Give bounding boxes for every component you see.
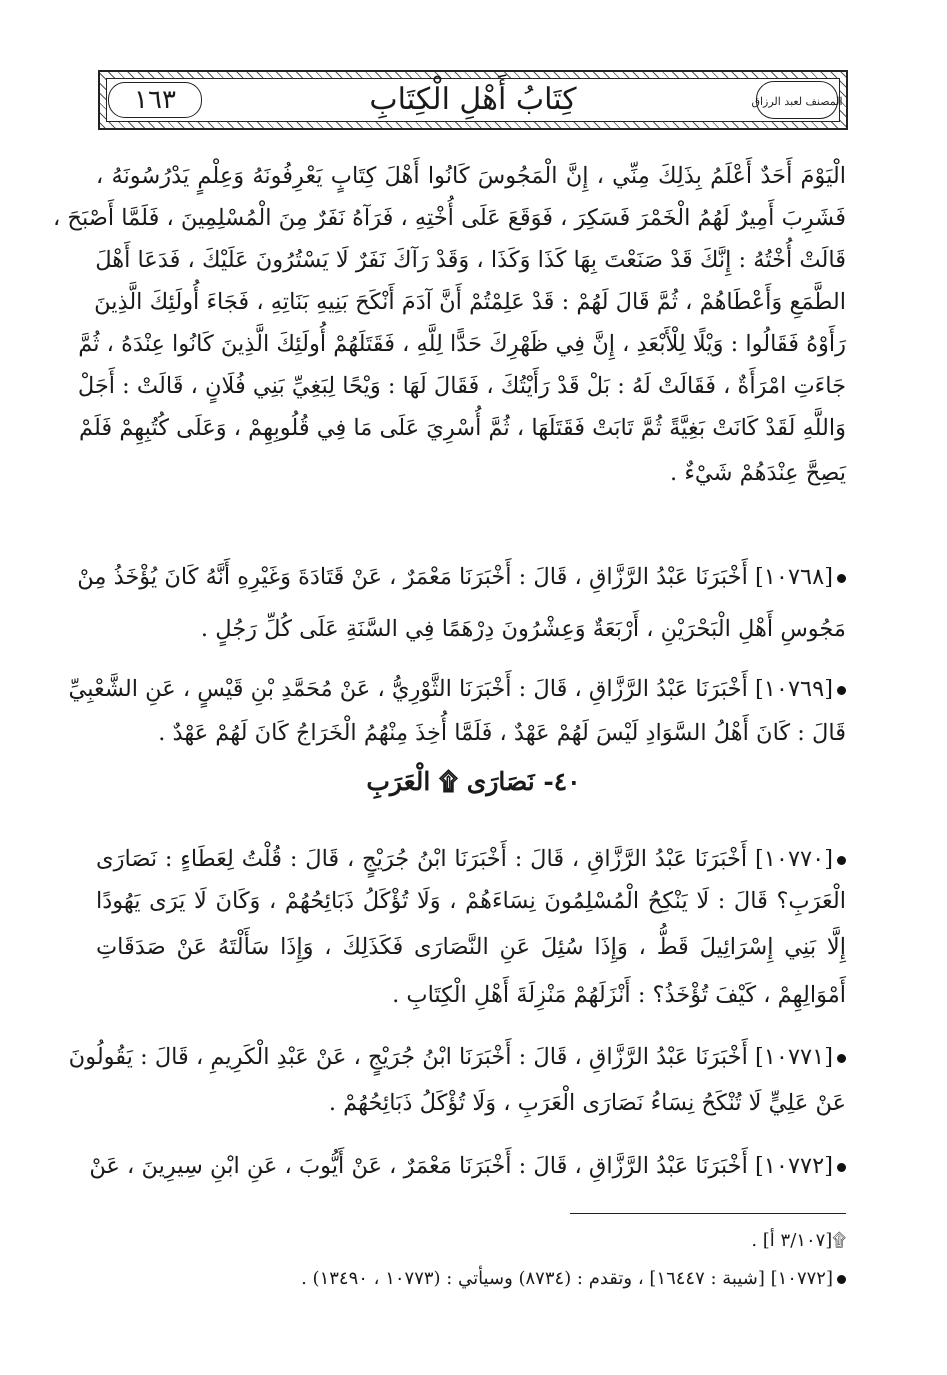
footnote-2: [١٠٧٧٢] [شيبة : ١٦٤٤٧] ، وتقدم : (٨٧٣٤) وسيأتي : (١٠٧٧٣ ، ١٣٤٩٠) .	[96, 1268, 846, 1289]
text-line: الْيَوْمَ أَحَدٌ أَعْلَمُ بِذَلِكَ مِنِّي ، إِنَّ الْمَجُوسَ كَانُوا أَهْلَ كِتَابٍ يَعْرِفُونَهُ وَعِلْمٍ يَدْرُسُونَهُ ،	[96, 163, 846, 189]
text-line: رَأَوْهُ فَقَالُوا : وَيْلًا لِلْأَبْعَدِ ، إِنَّ فِي ظَهْرِكَ حَدًّا لِلَّهِ ، فَقَتَلَهُمْ أُولَئِكَ الَّذِينَ كَانُوا عِنْدَهُ ، ثُمَّ	[78, 331, 846, 357]
bullet-icon	[837, 1163, 846, 1172]
text-line: الطَّمَعِ وَأَعْطَاهُمْ ، ثُمَّ قَالَ لَهُمْ : قَدْ عَلِمْتُمْ أَنَّ آدَمَ أَنْكَحَ بَنِيهِ بَنَاتِهِ ، فَجَاءَ أُولَئِكَ الَّذِينَ	[94, 289, 846, 315]
text-line: [١٠٧٧٠] أَخْبَرَنَا عَبْدُ الرَّزَّاقِ ، قَالَ : أَخْبَرَنَا ابْنُ جُرَيْجٍ ، قَالَ : قُلْتُ لِعَطَاءٍ : نَصَارَى	[96, 838, 846, 880]
book-title: كِتَابُ أَهْلِ الْكِتَابِ	[369, 81, 577, 117]
bullet-icon	[837, 686, 846, 695]
bullet-icon	[837, 1275, 846, 1284]
page-number: ١٦٣	[108, 82, 202, 118]
text-line: [١٠٧٧٢] أَخْبَرَنَا عَبْدُ الرَّزَّاقِ ، قَالَ : أَخْبَرَنَا مَعْمَرٌ ، عَنْ أَيُّوبَ ، عَنِ ابْنِ سِيرِينَ ، عَنْ	[96, 1145, 846, 1187]
text-line: الْعَرَبِ؟ قَالَ : لَا يَنْكِحُ الْمُسْلِمُونَ نِسَاءَهُمْ ، وَلَا تُؤْكَلُ ذَبَائِحُهُمْ ، وَكَانَ لَا يَرَى يَهُودًا	[96, 888, 846, 914]
section-title: ٤٠- نَصَارَى ۩ الْعَرَبِ	[366, 767, 581, 796]
svg-text:المصنف لعبد الرزاق: المصنف لعبد الرزاق	[751, 95, 843, 108]
text-line: [١٠٧٦٩] أَخْبَرَنَا عَبْدُ الرَّزَّاقِ ، قَالَ : أَخْبَرَنَا الثَّوْرِيُّ ، عَنْ مُحَمَّدِ بْنِ قَيْسٍ ، عَنِ الشَّعْبِيِّ	[96, 668, 846, 710]
text-line: جَاءَتِ امْرَأَةٌ ، فَقَالَتْ لَهُ : بَلْ قَدْ رَأَيْتُكَ ، فَقَالَ لَهَا : وَيْحًا لِبَغِيِّ بَنِي فُلَانٍ ، قَالَتْ : أَجَلْ	[77, 373, 846, 399]
bullet-icon	[837, 1054, 846, 1063]
text-line: قَالَ : كَانَ أَهْلُ السَّوَادِ لَيْسَ لَهُمْ عَهْدٌ ، فَلَمَّا أُخِذَ مِنْهُمُ الْخَرَاجُ كَانَ لَهُمْ عَهْدٌ .	[158, 720, 846, 746]
text-line: أَمْوَالِهِمْ ، كَيْفَ تُؤْخَذُ؟ : أَنْزَلَهُمْ مَنْزِلَةَ أَهْلِ الْكِتَابِ .	[392, 982, 846, 1008]
bullet-icon	[837, 574, 846, 583]
bullet-icon	[837, 856, 846, 865]
text-line: فَشَرِبَ أَمِيرٌ لَهُمُ الْخَمْرَ فَسَكِرَ ، فَوَقَعَ عَلَى أُخْتِهِ ، فَرَآهُ نَفَرٌ مِنَ الْمُسْلِمِينَ ، فَلَمَّا أَصْبَحَ ،	[53, 205, 846, 231]
text-line: قَالَتْ أُخْتُهُ : إِنَّكَ قَدْ صَنَعْتَ بِهَا كَذَا وَكَذَا ، وَقَدْ رَآكَ نَفَرٌ لَا يَسْتُرُونَ عَلَيْكَ ، فَدَعَا أَهْلَ	[95, 247, 846, 273]
text-line: يَصِحَّ عِنْدَهُمْ شَيْءٌ .	[670, 460, 846, 486]
page-header	[98, 70, 848, 130]
text-line: [١٠٧٧١] أَخْبَرَنَا عَبْدُ الرَّزَّاقِ ، قَالَ : أَخْبَرَنَا ابْنُ جُرَيْجٍ ، عَنْ عَبْدِ الْكَرِيمِ ، قَالَ : يَقُولُونَ	[96, 1036, 846, 1078]
footnote-separator	[570, 1213, 846, 1214]
text-line: إِلَّا بَنِي إِسْرَائِيلَ قَطُّ ، وَإِذَا سُئِلَ عَنِ النَّصَارَى فَكَذَلِكَ ، وَإِذَا سَأَلْتَهُ عَنْ صَدَقَاتِ	[96, 934, 846, 960]
text-line: مَجُوسِ أَهْلِ الْبَحْرَيْنِ ، أَرْبَعَةٌ وَعِشْرُونَ دِرْهَمًا فِي السَّنَةِ عَلَى كُلِّ رَجُلٍ .	[200, 616, 846, 642]
text-line: [١٠٧٦٨] أَخْبَرَنَا عَبْدُ الرَّزَّاقِ ، قَالَ : أَخْبَرَنَا مَعْمَرٌ ، عَنْ قَتَادَةَ وَغَيْرِهِ أَنَّهُ كَانَ يُؤْخَذُ مِنْ	[96, 556, 846, 598]
publisher-seal-icon	[751, 81, 843, 119]
text-line: وَاللَّهِ لَقَدْ كَانَتْ بَغِيَّةً ثُمَّ تَابَتْ فَقَتَلَهَا ، ثُمَّ أُسْرِيَ عَلَى مَا فِي قُلُوبِهِمْ ، وَعَلَى كُتُبِهِمْ فَلَمْ	[79, 415, 846, 441]
text-line: عَنْ عَلِيٍّ لَا تُنْكَحُ نِسَاءُ نَصَارَى الْعَرَبِ ، وَلَا تُؤْكَلُ ذَبَائِحُهُمْ .	[328, 1090, 846, 1116]
footnote-1: ۩[٣/١٠٧ أ] .	[751, 1230, 846, 1251]
